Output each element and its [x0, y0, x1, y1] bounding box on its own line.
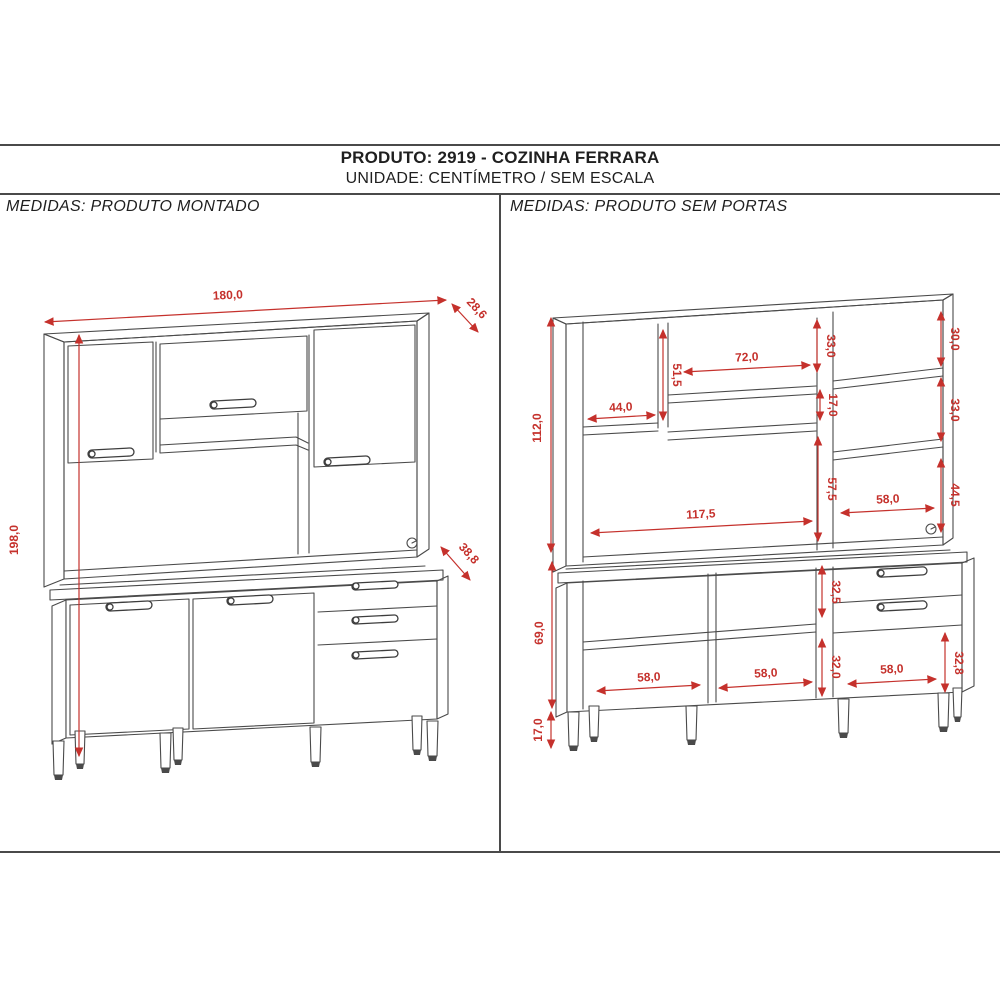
unit-note: UNIDADE: CENTÍMETRO / SEM ESCALA	[345, 170, 655, 187]
handle-icon	[352, 581, 398, 590]
dim-mid-gap-height: 17,0	[826, 393, 840, 417]
dim-mid-shelf-width: 72,0	[734, 349, 759, 365]
dim-base-lower-opening-height: 32,0	[829, 655, 843, 679]
no-doors-product-drawing	[500, 240, 1000, 852]
dim-base-right-width: 58,0	[879, 661, 904, 677]
dim-base-height: 69,0	[532, 621, 546, 645]
left-panel-title: MEDIDAS: PRODUTO MONTADO	[6, 198, 260, 215]
dim-top-depth: 28,6	[463, 294, 491, 322]
dim-mid-niche-height: 51,5	[670, 363, 684, 387]
dim-right-open-height: 44,5	[948, 483, 962, 507]
handle-icon	[877, 567, 927, 578]
assembled-product-drawing	[0, 240, 500, 852]
dim-mid-open-width: 117,5	[685, 506, 716, 522]
dim-feet-height: 17,0	[531, 718, 545, 742]
right-panel-title: MEDIDAS: PRODUTO SEM PORTAS	[510, 198, 788, 215]
dim-mid-open-height: 57,5	[825, 477, 839, 501]
dim-base-upper-opening-height: 32,5	[829, 580, 843, 604]
handle-icon	[324, 456, 370, 466]
handle-icon	[227, 595, 273, 605]
dim-total-width: 180,0	[212, 287, 244, 303]
dim-hutch-height: 112,0	[530, 413, 544, 443]
dim-base-left-width: 58,0	[636, 669, 661, 685]
dim-left-niche-width: 44,0	[608, 399, 633, 415]
dim-base-mid-width: 58,0	[753, 665, 778, 681]
dim-right-top-niche-height: 30,0	[948, 327, 962, 351]
no-doors-cabinet-structure	[553, 294, 974, 751]
cam-lock-icon	[407, 538, 417, 548]
product-title: PRODUTO: 2919 - COZINHA FERRARA	[340, 148, 660, 167]
handle-icon	[352, 650, 398, 659]
handle-icon	[106, 601, 152, 611]
assembled-cabinet-structure	[44, 313, 448, 780]
dim-mid-right-niche-height: 33,0	[824, 334, 838, 358]
handle-icon	[88, 448, 134, 458]
handle-icon	[352, 615, 398, 624]
header-top-rule	[0, 144, 1000, 146]
base-left-door	[70, 599, 189, 735]
dim-right-open-width: 58,0	[875, 491, 900, 507]
dim-total-height: 198,0	[7, 524, 21, 556]
handle-icon	[210, 399, 256, 409]
cam-lock-icon	[926, 524, 936, 534]
upper-right-door	[314, 325, 415, 467]
dim-base-depth: 38,8	[455, 539, 482, 567]
base-middle-door	[193, 593, 314, 729]
dim-right-mid-niche-height: 33,0	[948, 398, 962, 422]
upper-left-door	[68, 342, 153, 463]
handle-icon	[877, 601, 927, 612]
dim-base-right-opening-height: 32,8	[952, 651, 966, 675]
